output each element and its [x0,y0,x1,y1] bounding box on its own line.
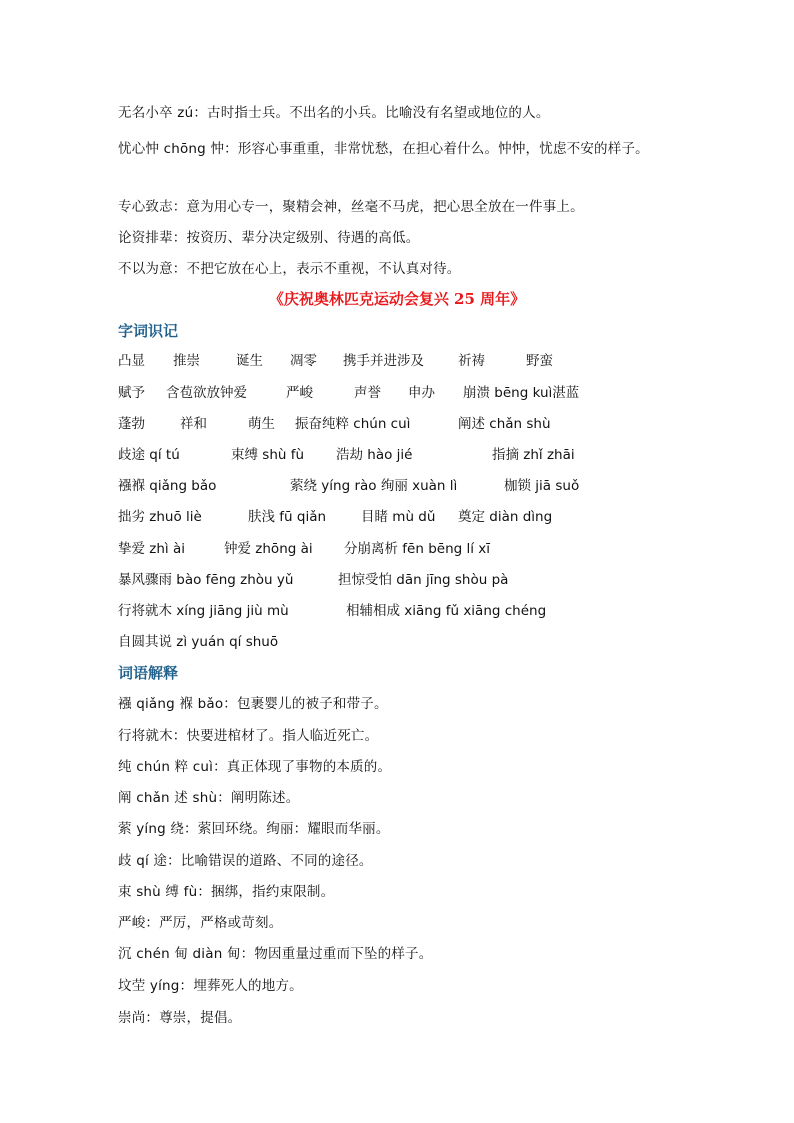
vocab-item: 担惊受怕 dān jīng shòu pà [338,572,509,588]
vocab-item: 申办 [408,385,435,401]
vocab-item: 行将就木 xíng jiāng jiù mù [118,603,289,619]
explanation-line: 萦 yíng 绕：萦回环绕。绚丽：耀眼而华丽。 [118,821,390,837]
explanation-line: 严峻：严厉，严格或苛刻。 [118,915,283,931]
vocab-item: 诞生 [236,353,263,369]
vocab-item: 祥和 [180,416,207,432]
vocab-item: 奠定 diàn dìng [458,509,553,525]
vocab-item: 钟爱 zhōng ài [224,541,313,557]
vocab-item: 祈祷 [458,353,485,369]
vocab-item: 萌生 [248,416,275,432]
definition-line: 忧心忡 chōng 忡：形容心事重重，非常忧愁，在担心着什么。忡忡，忧虑不安的样子。 [118,141,649,157]
vocab-item: 野蛮 [526,353,553,369]
vocab-item: 凋零 [290,353,317,369]
explanation-line: 纯 chún 粹 cuì：真正体现了事物的本质的。 [118,759,392,775]
vocab-item: 崩溃 bēng kuì湛蓝 [463,385,580,401]
explanation-line: 歧 qí 途：比喻错误的道路、不同的途径。 [118,853,373,869]
vocab-item: 阐述 chǎn shù [458,416,551,432]
vocab-item: 指摘 zhǐ zhāi [492,447,575,463]
vocab-item: 萦绕 yíng rào 绚丽 xuàn lì [290,478,458,494]
definition-line: 无名小卒 zú：古时指士兵。不出名的小兵。比喻没有名望或地位的人。 [118,105,550,121]
vocab-item: 目睹 mù dǔ [361,509,436,525]
vocab-item: 声誉 [354,385,381,401]
vocab-item: 携手并进涉及 [343,353,424,369]
vocab-item: 暴风骤雨 bào fēng zhòu yǔ [118,572,294,588]
vocab-item: 严峻 [286,385,313,401]
vocab-item: 相辅相成 xiāng fǔ xiāng chéng [346,603,547,619]
vocab-item: 拙劣 zhuō liè [118,509,202,525]
explanation-line: 坟茔 yíng：埋葬死人的地方。 [118,978,303,994]
vocab-item: 枷锁 jiā suǒ [504,478,580,494]
vocab-item: 歧途 qí tú [118,447,180,463]
lesson-title: 《庆祝奥林匹克运动会复兴 25 周年》 [268,290,526,308]
explanation-line: 沉 chén 甸 diàn 甸：物因重量过重而下坠的样子。 [118,946,433,962]
vocab-item: 含苞欲放钟爱 [166,385,247,401]
vocab-item: 分崩离析 fēn bēng lí xī [344,541,491,557]
vocab-item: 凸显 [118,353,145,369]
definition-line: 论资排辈：按资历、辈分决定级别、待遇的高低。 [118,230,420,246]
explanation-line: 束 shù 缚 fù：捆绑，指约束限制。 [118,884,335,900]
definition-line: 专心致志：意为用心专一，聚精会神，丝毫不马虎，把心思全放在一件事上。 [118,199,584,215]
vocab-item: 振奋纯粹 chún cuì [295,416,411,432]
vocab-item: 自圆其说 zì yuán qí shuō [118,634,279,650]
vocab-item: 推崇 [173,353,200,369]
vocab-item: 赋予 [118,385,145,401]
definition-line: 不以为意：不把它放在心上，表示不重视，不认真对待。 [118,261,461,277]
section-heading-vocab: 字词识记 [118,322,179,340]
explanation-line: 行将就木：快要进棺材了。指人临近死亡。 [118,728,379,744]
section-heading-explanations: 词语解释 [118,664,179,682]
explanation-line: 崇尚：尊崇，提倡。 [118,1010,242,1026]
explanation-line: 阐 chǎn 述 shù：阐明陈述。 [118,790,300,806]
explanation-line: 襁 qiǎng 褓 bǎo：包裹婴儿的被子和带子。 [118,696,388,712]
vocab-item: 襁褓 qiǎng bǎo [118,478,217,494]
vocab-item: 束缚 shù fù [231,447,305,463]
vocab-item: 浩劫 hào jié [336,447,413,463]
vocab-item: 肤浅 fū qiǎn [248,509,327,525]
vocab-item: 蓬勃 [118,416,145,432]
vocab-item: 挚爱 zhì ài [118,541,185,557]
